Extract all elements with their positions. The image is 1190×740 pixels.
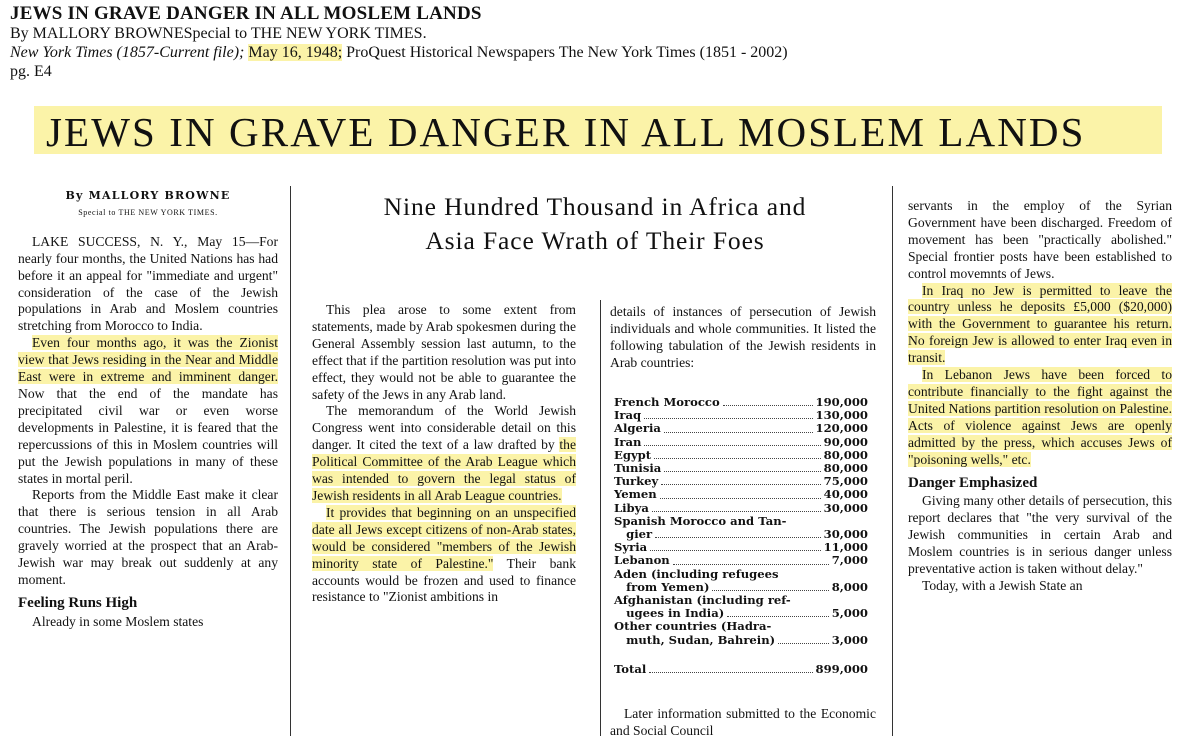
dot-leader — [723, 405, 813, 406]
table-total-row — [614, 663, 868, 676]
population-value: 130,000 — [815, 408, 868, 423]
citation-header — [10, 4, 1180, 81]
highlighted-text: In Lebanon Jews have been forced to contribute financially to the fight against the United Nations partition resolution on Palestine. Acts of violence against Jews are openly admitted by the press, which accuses Jews of "poisoning wells," etc. — [908, 367, 1172, 467]
dot-leader — [650, 550, 820, 551]
country-name: Syria — [614, 540, 648, 555]
paragraph — [908, 367, 1172, 468]
dot-leader — [661, 484, 820, 485]
citation-source — [10, 43, 1180, 62]
dot-leader — [727, 616, 828, 617]
dot-leader — [712, 590, 828, 591]
table-rows — [614, 396, 868, 515]
paragraph-text: Now that the end of the mandate has precipitated civil war or even worse developments in Palestine, it is feared that the repercussions of this in Moslem countries will put the Jewish populations in many of these states in mortal peril. — [18, 385, 278, 486]
paragraph: Later information submitted to the Economic and Social Council — [610, 706, 876, 738]
population-table — [614, 396, 868, 676]
country-name: Egypt — [614, 447, 652, 462]
country-name: Lebanon — [614, 553, 670, 568]
column-2 — [312, 302, 576, 606]
population-value: 7,000 — [831, 553, 868, 568]
paragraph: Giving many other details of persecution, this report declares that "the very survival of the Jewish communities in certain Arab and Moslem countries is in serious danger unless preventative action is taken without delay." — [908, 493, 1172, 577]
dot-leader — [664, 471, 820, 472]
population-value: 75,000 — [823, 474, 868, 489]
paragraph: This plea arose to some extent from statements, made by Arab spokesmen during the General Assembly session last autumn, to the effect that if the partition resolution was put into effect, they would not be able to guarantee the safety of the Jews in any Arab land. — [312, 302, 576, 402]
paragraph — [18, 335, 278, 487]
column-rule — [290, 186, 291, 736]
paragraph-text: Their bank accounts would be frozen and used to finance resistance to "Zionist ambitions in — [312, 555, 577, 605]
country-name: ugees in India) — [614, 606, 725, 621]
table-rows — [614, 515, 868, 647]
dot-leader — [660, 498, 821, 499]
population-value: 8,000 — [831, 579, 868, 594]
country-name: Afghanistan (including ref- — [614, 593, 791, 608]
dot-leader — [655, 537, 821, 538]
deck-line-2: Asia Face Wrath of Their Foes — [425, 226, 765, 255]
paragraph: Today, with a Jewish State an — [922, 577, 1083, 593]
table-row — [614, 554, 868, 567]
paragraph: Already in some Moslem states — [32, 613, 204, 629]
dot-leader — [778, 643, 829, 644]
source-name: New York Times (1857-Current file); — [10, 44, 245, 61]
table-row — [614, 568, 868, 581]
highlighted-text: It provides that beginning on an unspecified date all Jews except citizens of non-Arab states, would be considered "members of the Jewish minority state of Palestine." — [312, 504, 576, 571]
dot-leader — [673, 564, 829, 565]
table-row — [614, 502, 868, 515]
deck-line-1: Nine Hundred Thousand in Africa and — [383, 192, 807, 221]
country-name: Aden (including refugees — [614, 566, 779, 581]
article-byline: By MALLORY BROWNE — [65, 189, 231, 202]
population-value: 80,000 — [823, 447, 868, 462]
source-date: May 16, 1948; — [248, 44, 343, 61]
table-row — [614, 620, 868, 633]
deck-headline — [300, 190, 890, 258]
paragraph: Reports from the Middle East make it clear that there is serious tension in all Arab countries. The Jewish populations there are gravely worried at the prospect that an Arab-Jewish war may break out suddenly at any moment. — [18, 487, 278, 587]
country-name: Turkey — [614, 474, 659, 489]
population-value: 30,000 — [823, 527, 868, 542]
population-value: 190,000 — [815, 395, 868, 409]
country-name: Yemen — [614, 487, 657, 502]
country-name: Iran — [614, 434, 642, 449]
population-value: 80,000 — [823, 461, 868, 476]
citation-page: pg. E4 — [10, 63, 52, 80]
dot-leader — [644, 418, 812, 419]
table-row — [614, 436, 868, 449]
dot-leader — [649, 672, 812, 673]
column-rule — [892, 186, 893, 736]
citation-byline: By MALLORY BROWNESpecial to THE NEW YORK TIMES. — [10, 25, 427, 42]
paragraph — [312, 403, 576, 504]
population-value: 40,000 — [823, 487, 868, 502]
article-byline-caption: Special to THE NEW YORK TIMES. — [78, 207, 218, 217]
column-3-continued — [610, 706, 876, 740]
country-name: gier — [614, 527, 653, 542]
column-3 — [610, 304, 876, 372]
column-4 — [908, 198, 1172, 595]
country-name: Other countries (Hadra- — [614, 619, 772, 634]
table-row — [614, 488, 868, 501]
population-value: 120,000 — [815, 421, 868, 436]
column-rule — [600, 300, 601, 736]
headline: JEWS IN GRAVE DANGER IN ALL MOSLEM LANDS — [46, 109, 1086, 155]
paragraph: details of instances of persecution of Jewish individuals and whole communities. It listed the following tabulation of the Jewish residents in Arab countries: — [610, 304, 876, 370]
country-name: Spanish Morocco and Tan- — [614, 513, 787, 528]
country-name: Algeria — [614, 421, 661, 436]
dot-leader — [654, 458, 820, 459]
highlighted-text: In Iraq no Jew is permitted to leave the country unless he deposits £5,000 ($20,000) with the Government to guarantee his return. No foreign Jew is allowed to enter Iraq even in transit. — [908, 282, 1172, 366]
country-name: Iraq — [614, 408, 642, 423]
table-row — [614, 422, 868, 435]
paragraph: servants in the employ of the Syrian Government have been discharged. Freedom of movement has been "practically abolished." Special frontier posts have been established to control movemnts of Jews. — [908, 198, 1172, 281]
country-name: muth, Sudan, Bahrein) — [614, 632, 776, 647]
dot-leader — [644, 445, 820, 446]
table-row — [614, 634, 868, 647]
population-value: 90,000 — [823, 434, 868, 449]
subheading: Feeling Runs High — [18, 594, 138, 611]
source-database: ProQuest Historical Newspapers The New York Times (1851 - 2002) — [346, 44, 788, 61]
subheading: Danger Emphasized — [908, 474, 1038, 491]
population-value: 3,000 — [831, 632, 868, 647]
highlighted-text: the Political Committee of the Arab League which was intended to govern the legal status of Jewish residents in all Arab League countries. — [312, 437, 576, 503]
total-label: Total — [614, 661, 647, 676]
paragraph — [312, 505, 576, 606]
population-value: 5,000 — [831, 606, 868, 621]
paragraph — [908, 283, 1172, 368]
column-1 — [18, 188, 278, 631]
total-value: 899,000 — [815, 661, 868, 676]
country-name: Libya — [614, 500, 649, 515]
country-name: French Morocco — [614, 395, 720, 409]
dot-leader — [652, 511, 821, 512]
dot-leader — [664, 432, 813, 433]
highlighted-text: Even four months ago, it was the Zionist view that Jews residing in the Near and Middle East were in extreme and imminent danger. — [18, 335, 278, 385]
country-name: from Yemen) — [614, 579, 710, 594]
paragraph-text: The memorandum of the World Jewish Congress went into considerable detail on this danger. It cited the text of a law drafted by — [312, 403, 576, 453]
citation-title: JEWS IN GRAVE DANGER IN ALL MOSLEM LANDS — [10, 3, 482, 24]
population-value: 30,000 — [823, 500, 868, 515]
headline-banner — [34, 106, 1162, 154]
population-value: 11,000 — [823, 540, 868, 555]
paragraph: LAKE SUCCESS, N. Y., May 15—For nearly four months, the United Nations has had before it an appeal for "immediate and urgent" consideration of the case of the Jewish populations in Arab and Moslem countries stretching from Morocco to India. — [18, 233, 278, 334]
country-name: Tunisia — [614, 461, 662, 476]
